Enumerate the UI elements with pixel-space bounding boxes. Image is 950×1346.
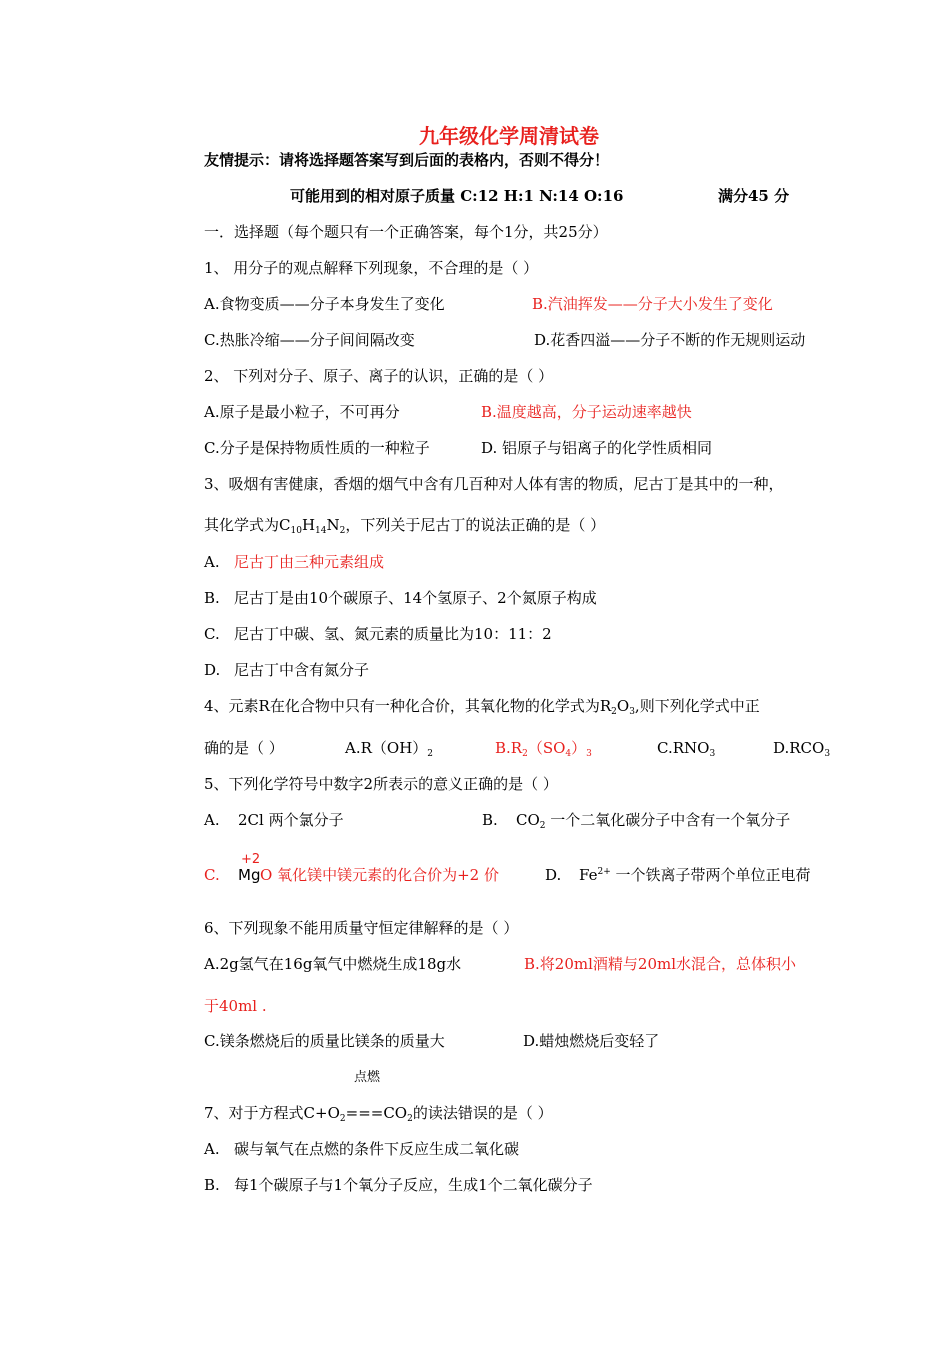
question-1-stem: 1、 用分子的观点解释下列现象，不合理的是（ ） [204,259,539,277]
question-4-option-d: $D.RCO_3$ [773,739,831,759]
question-5-option-d: $Fe^{2+}$ 一个铁离子带两个单位正电荷 [579,866,811,884]
section-heading: 一．选择题（每个题只有一个正确答案，每个1分，共25分） [204,223,608,241]
question-6-option-a: A.2g氢气在16g氧气中燃烧生成18g水 [204,955,462,973]
question-3-option-c: 尼古丁中碳、氢、氮元素的质量比为10：11：2 [234,625,552,643]
question-2-option-a: A.原子是最小粒子，不可再分 [204,403,400,421]
question-6-stem: 6、下列现象不能用质量守恒定律解释的是（ ） [204,919,519,937]
question-3-option-c-label: C. [204,625,220,643]
question-3-option-a: 尼古丁由三种元素组成 [234,553,385,571]
question-2-option-b: B.温度越高，分子运动速率越快 [481,403,692,421]
question-7-stem: 7、对于方程式$C+O_2===CO_2$的读法错误的是（ ） [204,1104,553,1124]
question-3-option-a-label: A. [204,553,220,571]
question-5-option-d-label: D. [545,866,562,884]
question-5-option-b-label: B. [482,811,498,829]
question-1-option-a: A.食物变质——分子本身发生了变化 [204,295,445,313]
question-6-option-c: C.镁条燃烧后的质量比镁条的质量大 [204,1032,445,1050]
friendly-tip: 友情提示：请将选择题答案写到后面的表格内，否则不得分！ [204,151,610,169]
question-7-option-a-label: A. [204,1140,220,1158]
question-3-stem-line1: 3、吸烟有害健康，香烟的烟气中含有几百种对人体有害的物质，尼古丁是其中的一种， [204,475,784,493]
question-5-option-b: $CO_2$ 一个二氧化碳分子中含有一个氧分子 [516,811,791,831]
question-1-option-b: B.汽油挥发——分子大小发生了变化 [532,295,773,313]
question-5-option-a-label: A. [204,811,220,829]
question-7-option-b-label: B. [204,1176,220,1194]
question-3-stem-line2: 其化学式为$C_{10}H_{14}N_2$，下列关于尼古丁的说法正确的是（ ） [204,516,606,536]
question-3-option-d: 尼古丁中含有氮分子 [234,661,370,679]
question-4-option-a: $A.R(OH)_2$ [345,739,434,759]
question-2-stem: 2、 下列对分子、原子、离子的认识，正确的是（ ） [204,367,554,385]
question-7-reaction-condition: 点燃 [354,1070,381,1085]
question-3-option-d-label: D. [204,661,221,679]
question-6-option-b-line2: 于40ml . [204,997,267,1015]
question-1-option-d: D.花香四溢——分子不断的作无规则运动 [534,331,806,349]
question-1-option-c: C.热胀冷缩——分子间间隔改变 [204,331,415,349]
question-5-stem: 5、下列化学符号中数字2所表示的意义正确的是（ ） [204,775,558,793]
question-2-option-c: C.分子是保持物质性质的一种粒子 [204,439,430,457]
atomic-masses: 可能用到的相对原子质量 C:12 H:1 N:14 O:16 [290,187,624,205]
question-3-option-b: 尼古丁是由10个碳原子、14个氢原子、2个氮原子构成 [234,589,597,607]
page-title: 九年级化学周清试卷 [419,124,599,148]
full-score: 满分45 分 [718,187,790,205]
question-5-option-c-label: C. [204,866,220,884]
question-4-option-c: $C.RNO_3$ [657,739,716,759]
question-6-option-b-line1: B.将20ml酒精与20ml水混合，总体积小 [524,955,797,973]
question-2-option-d: D. 铝原子与铝离子的化学性质相同 [481,439,713,457]
question-5-option-a: 2Cl 两个氯分子 [238,811,344,829]
question-5-magnesium-symbol: Mg [238,866,261,884]
question-5-valence-mark: +2 [241,852,261,867]
question-6-option-d: D.蜡烛燃烧后变轻了 [523,1032,660,1050]
question-4-option-b: $B.R_2(SO_4)_3$ [495,739,592,759]
question-4-stem-line2: 确的是（ ） [204,739,284,757]
question-5-option-c: O 氧化镁中镁元素的化合价为+2 价 [260,866,499,884]
question-7-option-b: 每1个碳原子与1个氧分子反应，生成1个二氧化碳分子 [234,1176,593,1194]
question-4-stem-line1: 4、元素R在化合物中只有一种化合价，其氧化物的化学式为$R_2O_3$,则下列化学式中正 [204,697,760,717]
question-3-option-b-label: B. [204,589,220,607]
question-7-option-a: 碳与氧气在点燃的条件下反应生成二氧化碳 [234,1140,520,1158]
